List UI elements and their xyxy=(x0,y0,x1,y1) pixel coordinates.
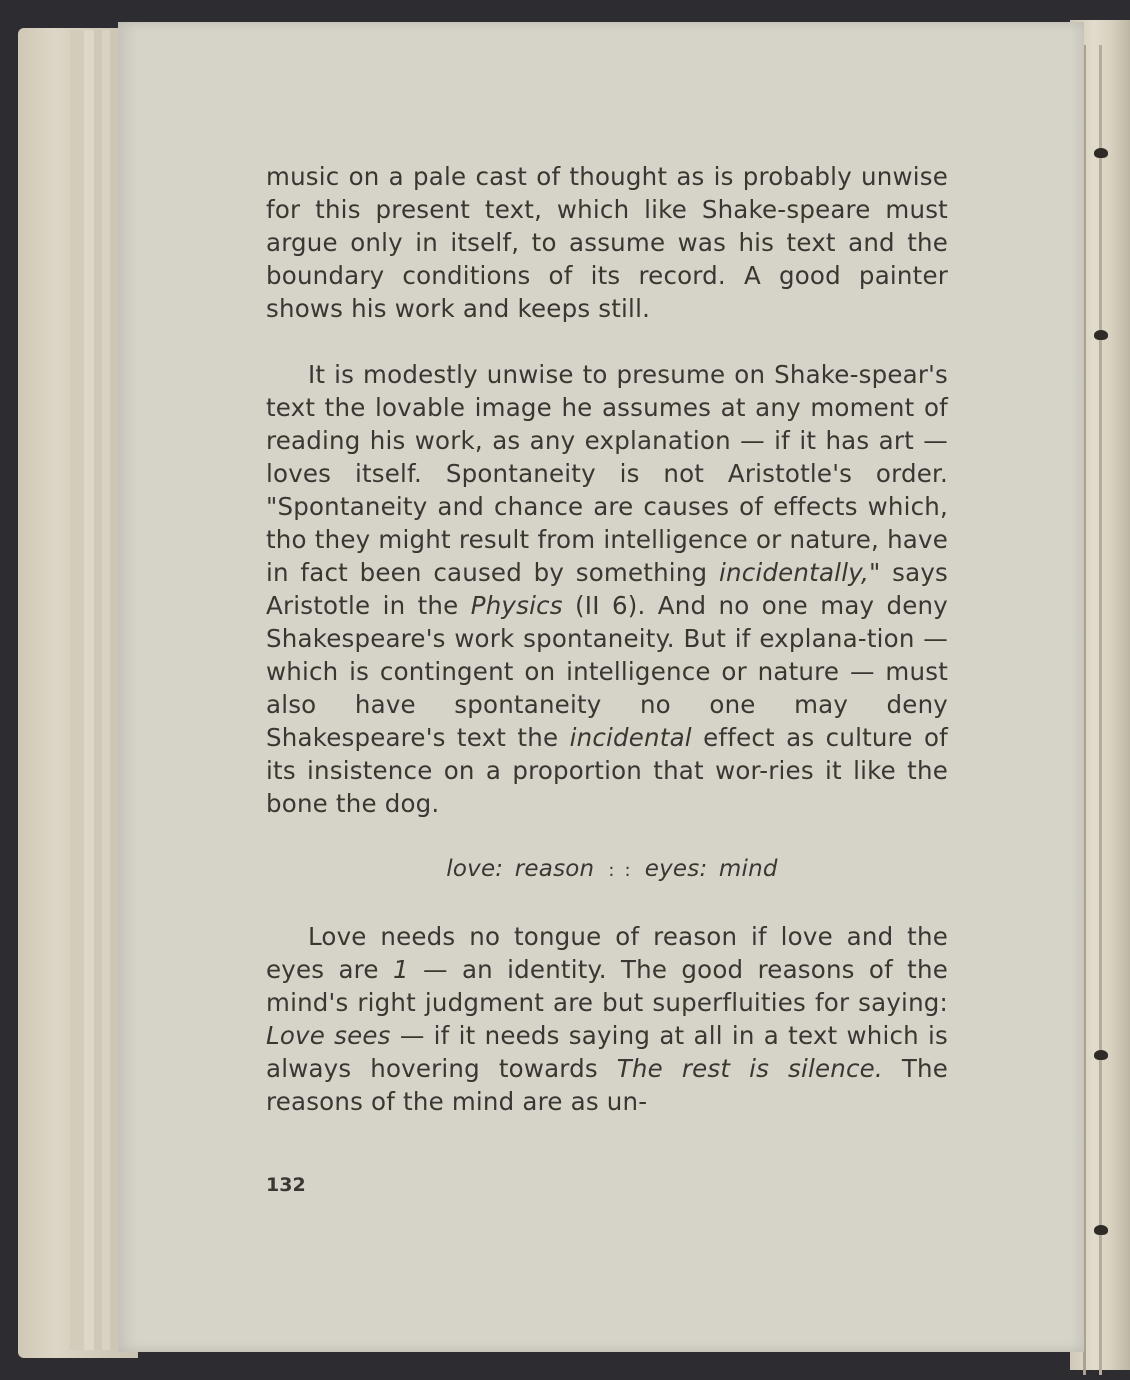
paragraph-2: It is modestly unwise to presume on Shake-spear's text the lovable image he assumes at any moment of reading his work, as any explanation — if it has art — loves itself. Spontaneity is not Aristotle's order. "Spontaneity and chance are causes of effects which, tho they might result from intelligence or nature, have in fact been caused by something incidentally," says Aristotle in the Physics (II 6). And no one may deny Shakespeare's work spontaneity. But if explana-tion — which is contingent on intelligence or nature — must also have spontaneity no one may deny Shakespeare's text the incidental effect as culture of its insistence on a proportion that wor-ries it like the bone the dog. xyxy=(266,360,948,818)
page-body xyxy=(266,160,948,1118)
binding-stitch xyxy=(1094,1050,1108,1060)
binding-stitch xyxy=(1094,330,1108,340)
page-edge-line xyxy=(1099,45,1102,1375)
italic-text: incidentally, xyxy=(719,558,869,587)
italic-text: The rest is silence. xyxy=(616,1054,883,1083)
italic-text: Physics xyxy=(470,591,563,620)
proportion-formula xyxy=(266,853,948,887)
italic-text: Love sees xyxy=(266,1021,391,1050)
binding-stitch xyxy=(1094,148,1108,158)
formula-separator: : : xyxy=(608,860,631,881)
page-edge xyxy=(70,30,85,1350)
italic-text: incidental xyxy=(569,723,692,752)
formula-left: love: reason xyxy=(446,856,595,882)
page-number: 132 xyxy=(266,1174,306,1196)
formula-right: eyes: mind xyxy=(644,856,778,882)
paragraph-1: music on a pale cast of thought as is probably unwise for this present text, which like Shake-speare must argue only in itself, to assume was his text and the boundary conditions of its record. A good painter shows his work and keeps still. xyxy=(266,162,948,323)
italic-text: 1 xyxy=(392,955,409,984)
book-page xyxy=(118,22,1084,1352)
paragraph-3: Love needs no tongue of reason if love and the eyes are 1 — an identity. The good reasons of the mind's right judgment are but superfluities for saying: Love sees — if it needs saying at all in a text which is always hovering towards The rest is silence. The reasons of the mind are as un- xyxy=(266,922,948,1116)
binding-stitch xyxy=(1094,1225,1108,1235)
